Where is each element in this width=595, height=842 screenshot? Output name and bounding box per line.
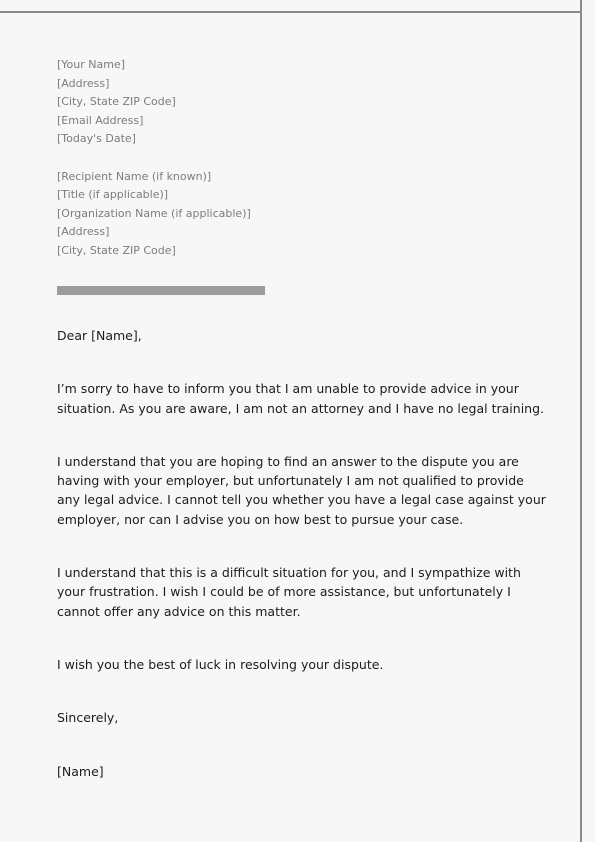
sender-address: [Address] <box>57 76 110 90</box>
recipient-address: [Address] <box>57 225 110 239</box>
body-paragraph-1: I’m sorry to have to inform you that I am unable to provide advice in your situation. As you are aware, I am not an attorney and I have no legal training. <box>57 381 544 416</box>
redaction-bar <box>57 286 265 295</box>
body-paragraph-2: I understand that you are hoping to find an answer to the dispute you are having with your employer, but unfortunately I am not qualified to provide any legal advice. I cannot tell you whether you have a legal case against your employer, nor can I advise you on how best to pursue your case. <box>57 453 546 527</box>
signature-name: [Name] <box>57 763 104 779</box>
page-right-border <box>580 0 582 842</box>
recipient-name: [Recipient Name (if known)] <box>57 169 212 183</box>
recipient-block <box>57 168 547 261</box>
letter-body <box>57 326 547 815</box>
letter-date: [Today's Date] <box>57 132 136 146</box>
letter-header <box>57 56 547 261</box>
body-paragraph-3: I understand that this is a difficult situation for you, and I sympathize with your frustration. I wish I could be of more assistance, but unfortunately I cannot offer any advice on this matter. <box>57 565 521 619</box>
recipient-title: [Title (if applicable)] <box>57 188 169 202</box>
sender-city-state-zip: [City, State ZIP Code] <box>57 95 176 109</box>
recipient-city-state-zip: [City, State ZIP Code] <box>57 243 176 257</box>
page-top-border <box>0 11 582 13</box>
sender-block <box>57 56 547 149</box>
recipient-organization: [Organization Name (if applicable)] <box>57 206 251 220</box>
sender-email: [Email Address] <box>57 113 144 127</box>
closing: Sincerely, <box>57 710 119 726</box>
sender-name: [Your Name] <box>57 58 126 71</box>
salutation: Dear [Name], <box>57 328 142 343</box>
body-paragraph-4: I wish you the best of luck in resolving your dispute. <box>57 656 384 672</box>
